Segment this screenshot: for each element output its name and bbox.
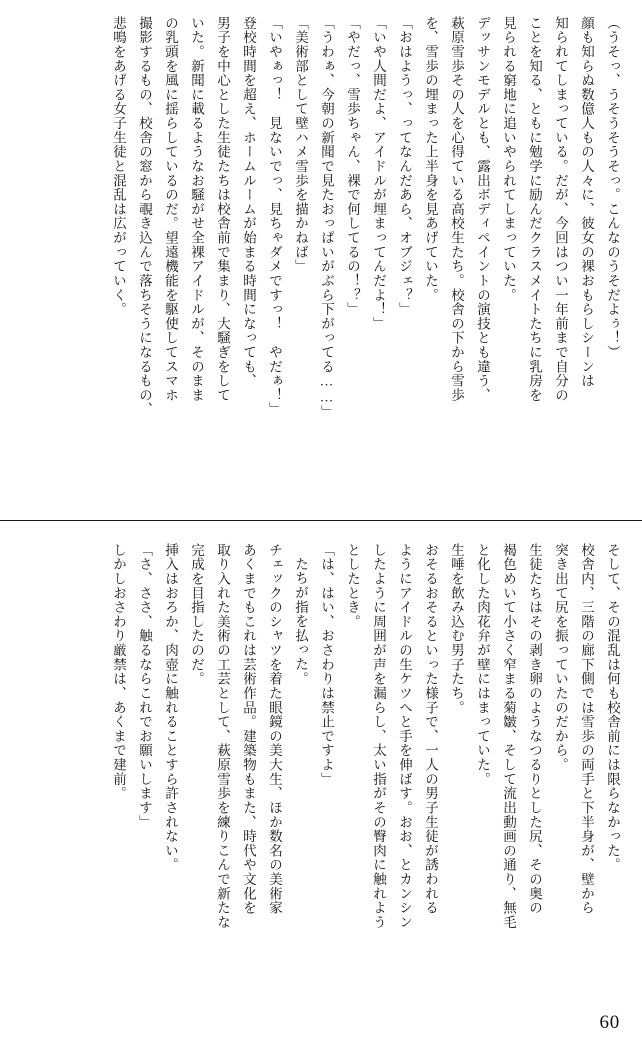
text-column: 知られてしまっている。だが、今回はつい一年前まで自分の [553, 16, 568, 403]
section-divider-line [0, 520, 642, 521]
text-column: と化した肉花弁が壁にはまっていた。 [475, 543, 490, 787]
text-column: 「さ、ささ、触るならこれでお願いします」 [137, 543, 152, 830]
text-column: ことを知る、ともに勉学に励んだクラスメイトたちに乳房を [527, 16, 542, 403]
text-column: 「おはようっ、ってなんだあら、オブジェ？」 [397, 16, 412, 317]
text-column: たちが指を払った。 [293, 557, 308, 686]
text-column: 生徒たちはその剥き卵のようなつるりとした尻、その奥の [527, 543, 542, 916]
text-column: 生唾を飲み込む男子たち。 [449, 543, 464, 715]
text-column: 悲鳴をあげる女子生徒と混乱は広がっていく。 [111, 16, 126, 317]
text-column: あくまでもこれは芸術作品。建築物もまた、時代や文化を [241, 543, 256, 916]
text-column: 「美術部として壁ハメ雪歩を描かねば」 [293, 16, 308, 274]
text-column: 取り入れた美術の工芸として、萩原雪歩を練りこんで新たな [215, 543, 230, 930]
page-number: 60 [599, 1012, 620, 1033]
text-column: したように周囲が声を漏らし、太い指がその臀肉に触れよう [371, 543, 386, 930]
text-column: そして、その混乱は何も校舎前には限らなかった。 [605, 543, 620, 873]
text-column: 「は、はい、おさわりは禁止ですよ」 [319, 543, 334, 787]
text-column: 「いやぁっ！ 見ないでっ、見ちゃダメですっ！ やだぁ！」 [267, 16, 282, 417]
text-column: デッサンモデルとも、露出ボディペイントの演技とも違う、 [475, 16, 490, 403]
text-column: いた。新聞に載るようなお騒がせ全裸アイドルが、そのまま [189, 16, 204, 403]
text-column: 登校時間を超え、ホームルームが始まる時間になっても、 [241, 16, 256, 389]
text-column: （うそっ、うそうそうそっ。こんなのうそだよぅ！） [605, 16, 620, 360]
text-column: の乳頭を風に揺らしているのだ。望遠機能を駆使してスマホ [163, 16, 178, 403]
text-column: 撮影するもの、校舎の窓から覗き込んで落ちそうになるもの、 [137, 16, 152, 417]
text-column: 見られる窮地に追いやられてしまっていた。 [501, 16, 516, 303]
text-column: 「いや人間だよ、アイドルが埋まってんだよ！」 [371, 16, 386, 331]
text-column: としたとき。 [345, 543, 360, 629]
text-column: 男子を中心とした生徒たちは校舎前で集まり、大騒ぎをして [215, 16, 230, 403]
text-column: 顔も知らぬ数億人もの人々に、彼女の裸おもらしシーンは [579, 16, 594, 389]
text-column: 突き出て尻を振っていたのだから。 [553, 543, 568, 772]
text-column: 挿入はおろか、肉壺に触れることすら許されない。 [163, 543, 178, 873]
text-column: 完成を目指したのだ。 [189, 543, 204, 687]
text-column: 褐色めいて小さく窄まる菊皺、そして流出動画の通り、無毛 [501, 543, 516, 930]
text-column: 「やだっ、雪歩ちゃん、裸で何してるの！？」 [345, 16, 360, 317]
text-column: チェックのシャツを着た眼鏡の美大生、ほか数名の美術家 [267, 543, 282, 916]
text-column: 「うわぁ、今朝の新聞で見たおっぱいがぶら下がってる……」 [319, 16, 334, 420]
text-column: 校舎内、三階の廊下側では雪歩の両手と下半身が、壁から [579, 543, 594, 916]
text-column: を、雪歩の埋まった上半身を見あげていた。 [423, 16, 438, 303]
text-column: ようにアイドルの生ケツへと手を伸ばす。おお、とカンシン [397, 543, 412, 930]
text-column: 萩原雪歩その人を心得ている高校生たち。校舎の下から雪歩 [449, 16, 464, 403]
text-column: おそるおそるといった様子で、一人の男子生徒が誘われる [423, 543, 438, 916]
text-column: しかしおさわり厳禁は、あくまで建前。 [111, 543, 126, 801]
top-text-section [0, 0, 642, 520]
bottom-text-section [0, 525, 642, 1050]
